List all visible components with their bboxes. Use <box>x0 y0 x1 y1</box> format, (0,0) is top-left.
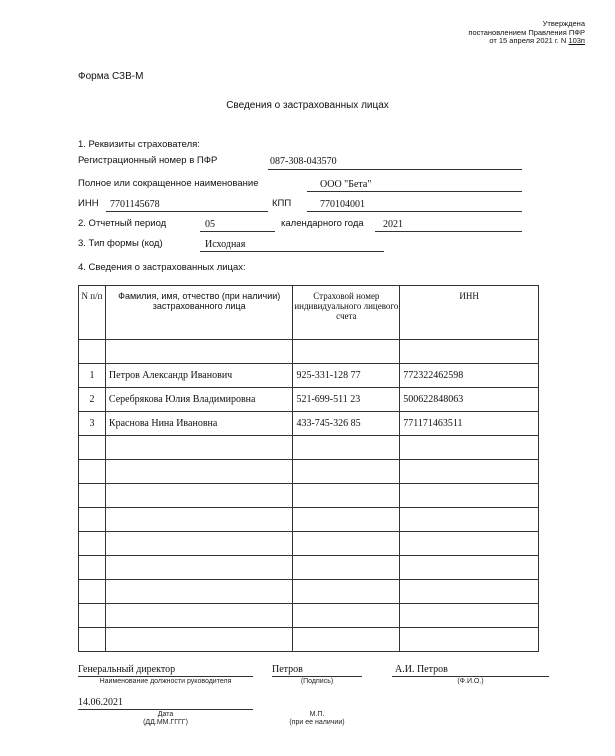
cell-inn: 500622848063 <box>400 388 539 412</box>
form-type-value: Исходная <box>205 239 246 250</box>
period-underline <box>200 231 275 232</box>
cell-inn <box>400 604 539 628</box>
cell-inn <box>400 580 539 604</box>
cell-snils: 925-331-128 77 <box>293 364 400 388</box>
table-row <box>79 604 539 628</box>
year-underline <box>375 231 522 232</box>
cell-snils <box>293 556 400 580</box>
table-row <box>79 460 539 484</box>
table-row <box>79 340 539 364</box>
kpp-value: 770104001 <box>320 199 365 210</box>
cell-fio <box>105 508 293 532</box>
cell-number <box>79 460 106 484</box>
cell-inn: 771171463511 <box>400 412 539 436</box>
table-row <box>79 556 539 580</box>
cell-number: 1 <box>79 364 106 388</box>
approval-line3 <box>468 37 585 46</box>
stamp-note-caption: (при ее наличии) <box>289 719 345 726</box>
header-fio: Фамилия, имя, отчество (при наличии) застрахованного лица <box>105 286 293 340</box>
table-row <box>79 412 539 436</box>
cell-fio <box>105 556 293 580</box>
insured-persons-table <box>78 285 539 652</box>
table-row <box>79 628 539 652</box>
form-name: Форма СЗВ-М <box>78 71 144 82</box>
signature-value: Петров <box>272 664 303 675</box>
inn-label: ИНН <box>78 198 99 209</box>
header-snils: Страховой номер индивидуального лицевого счета <box>293 286 400 340</box>
reg-number-underline <box>268 169 522 170</box>
cell-fio: Краснова Нина Ивановна <box>105 412 293 436</box>
cell-snils <box>293 508 400 532</box>
kpp-label: КПП <box>272 198 292 209</box>
calendar-year-label: календарного года <box>281 218 364 229</box>
signature-underline <box>272 676 362 677</box>
fio-caption: (Ф.И.О.) <box>457 678 484 685</box>
cell-number <box>79 340 106 364</box>
signature-caption: (Подпись) <box>300 678 334 685</box>
cell-inn <box>400 460 539 484</box>
cell-fio <box>105 532 293 556</box>
table-row <box>79 364 539 388</box>
header-number: N п/п <box>79 286 106 340</box>
cell-number: 3 <box>79 412 106 436</box>
position-caption: Наименование должности руководителя <box>99 678 232 685</box>
org-name-underline <box>307 191 522 192</box>
cell-inn <box>400 340 539 364</box>
cell-snils <box>293 460 400 484</box>
cell-number <box>79 508 106 532</box>
table-row <box>79 508 539 532</box>
cell-inn <box>400 436 539 460</box>
cell-inn <box>400 628 539 652</box>
inn-value: 7701145678 <box>110 199 160 210</box>
position-underline <box>78 676 253 677</box>
cell-number <box>79 532 106 556</box>
approval-block <box>468 20 585 46</box>
form-type-label: 3. Тип формы (код) <box>78 238 163 249</box>
approval-line1: Утверждена <box>542 19 585 28</box>
cell-number <box>79 556 106 580</box>
reg-number-value: 087-308-043570 <box>270 156 337 167</box>
cell-snils <box>293 484 400 508</box>
org-name-label: Полное или сокращенное наименование <box>78 178 259 189</box>
table-row <box>79 532 539 556</box>
inn-underline <box>106 211 268 212</box>
table-header-row <box>79 286 539 340</box>
cell-number <box>79 580 106 604</box>
table-row <box>79 388 539 412</box>
cell-snils: 521-699-511 23 <box>293 388 400 412</box>
cell-snils <box>293 604 400 628</box>
period-value: 05 <box>205 219 215 230</box>
cell-snils <box>293 340 400 364</box>
table-row <box>79 484 539 508</box>
cell-inn <box>400 556 539 580</box>
cell-inn <box>400 484 539 508</box>
approval-line2: постановлением Правления ПФР <box>468 27 585 37</box>
org-name-value: ООО "Бета" <box>320 179 372 190</box>
cell-fio <box>105 340 293 364</box>
cell-number <box>79 484 106 508</box>
cell-fio: Петров Александр Иванович <box>105 364 293 388</box>
cell-number <box>79 436 106 460</box>
reg-number-label: Регистрационный номер в ПФР <box>78 155 218 166</box>
cell-snils <box>293 580 400 604</box>
date-caption: Дата <box>157 711 174 718</box>
cell-number <box>79 604 106 628</box>
approval-line3-prefix: от 15 апреля 2021 г. N <box>489 36 569 45</box>
document-title: Сведения о застрахованных лицах <box>226 100 389 111</box>
cell-fio: Серебрякова Юлия Владимировна <box>105 388 293 412</box>
cell-fio <box>105 484 293 508</box>
approval-doc-number: 103п <box>568 36 585 45</box>
header-inn: ИНН <box>400 286 539 340</box>
table-row <box>79 436 539 460</box>
kpp-underline <box>307 211 522 212</box>
cell-snils <box>293 532 400 556</box>
cell-fio <box>105 628 293 652</box>
form-type-underline <box>200 251 384 252</box>
cell-fio <box>105 460 293 484</box>
cell-number <box>79 628 106 652</box>
stamp-caption: М.П. <box>309 711 325 718</box>
section1-heading: 1. Реквизиты страхователя: <box>78 139 200 150</box>
date-value: 14.06.2021 <box>78 697 123 708</box>
cell-snils <box>293 436 400 460</box>
fio-value: А.И. Петров <box>395 664 448 675</box>
position-value: Генеральный директор <box>78 664 176 675</box>
cell-snils <box>293 628 400 652</box>
cell-fio <box>105 436 293 460</box>
section4-heading: 4. Сведения о застрахованных лицах: <box>78 262 246 273</box>
cell-fio <box>105 604 293 628</box>
cell-inn: 772322462598 <box>400 364 539 388</box>
fio-underline <box>392 676 549 677</box>
cell-inn <box>400 508 539 532</box>
year-value: 2021 <box>383 219 403 230</box>
table-row <box>79 580 539 604</box>
cell-snils: 433-745-326 85 <box>293 412 400 436</box>
date-format-caption: (ДД.ММ.ГГГГ) <box>143 719 188 726</box>
cell-fio <box>105 580 293 604</box>
date-underline <box>78 709 253 710</box>
cell-inn <box>400 532 539 556</box>
cell-number: 2 <box>79 388 106 412</box>
period-label: 2. Отчетный период <box>78 218 167 229</box>
